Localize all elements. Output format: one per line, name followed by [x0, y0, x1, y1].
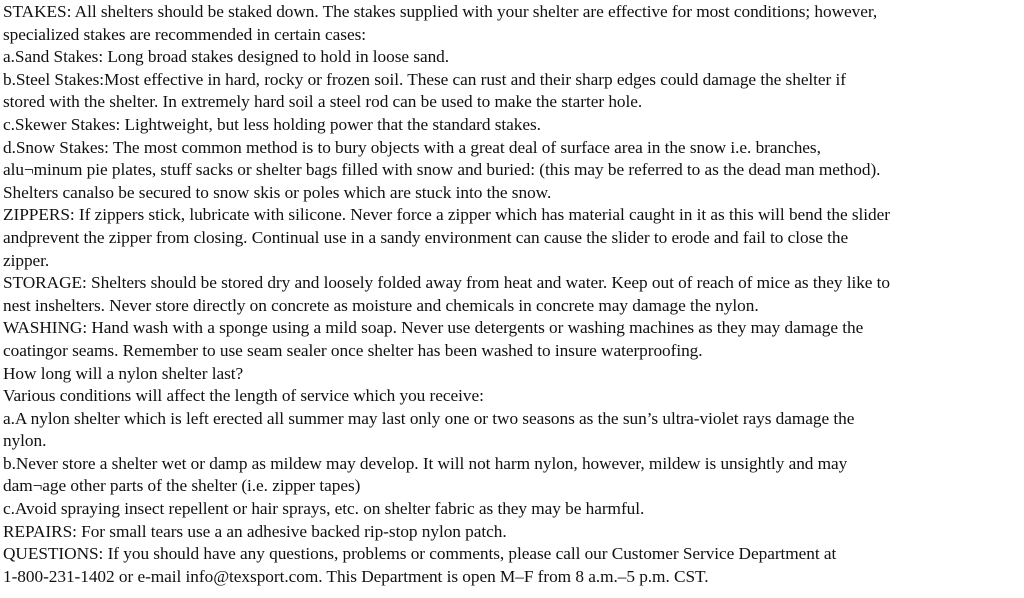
sand-stakes-line: a.Sand Stakes: Long broad stakes designed to hold in loose sand. — [3, 47, 450, 67]
condition-a-line-2: nylon. — [3, 431, 47, 451]
condition-c-line: c.Avoid spraying insect repellent or hair sprays, etc. on shelter fabric as they may be harmful. — [3, 499, 645, 519]
snow-stakes-line-2: alu¬minum pie plates, stuff sacks or shelter bags filled with snow and buried: (this may be referred to as the dead man method). — [3, 160, 881, 180]
storage-line-1: STORAGE: Shelters should be stored dry and loosely folded away from heat and water. Keep out of reach of mice as they like to — [3, 273, 891, 293]
washing-line-2: coatingor seams. Remember to use seam sealer once shelter has been washed to insure waterproofing. — [3, 340, 703, 360]
condition-b-line-1: b.Never store a shelter wet or damp as mildew may develop. It will not harm nylon, however, mildew is unsightly and may — [3, 453, 848, 473]
zippers-line-2: andprevent the zipper from closing. Continual use in a sandy environment can cause the slider to erode and fail to close the — [3, 227, 849, 247]
steel-stakes-line-1: b.Steel Stakes:Most effective in hard, rocky or frozen soil. These can rust and their sharp edges could damage the shelter if — [3, 69, 846, 89]
steel-stakes-line-2: stored with the shelter. In extremely hard soil a steel rod can be used to make the starter hole. — [3, 92, 643, 112]
questions-line-1: QUESTIONS: If you should have any questions, problems or comments, please call our Customer Service Department at — [3, 544, 837, 564]
conditions-intro-line: Various conditions will affect the length of service which you receive: — [3, 386, 484, 406]
skewer-stakes-line: c.Skewer Stakes: Lightweight, but less holding power that the standard stakes. — [3, 114, 541, 134]
storage-line-2: nest inshelters. Never store directly on concrete as moisture and chemicals in concrete may damage the nylon. — [3, 295, 759, 315]
stakes-line-1: STAKES: All shelters should be staked down. The stakes supplied with your shelter are effective for most conditions; however, — [3, 2, 878, 21]
zippers-line-3: zipper. — [3, 250, 50, 270]
lifespan-question-line: How long will a nylon shelter last? — [3, 363, 244, 383]
condition-b-line-2: dam¬age other parts of the shelter (i.e. zipper tapes) — [3, 476, 361, 496]
washing-line-1: WASHING: Hand wash with a sponge using a mild soap. Never use detergents or washing machines as they may damage the — [3, 318, 864, 338]
snow-stakes-line-1: d.Snow Stakes: The most common method is to bury objects with a great deal of surface area in the snow i.e. branches, — [3, 137, 821, 157]
snow-stakes-line-3: Shelters canalso be secured to snow skis or poles which are stuck into the snow. — [3, 182, 552, 202]
zippers-line-1: ZIPPERS: If zippers stick, lubricate with silicone. Never force a zipper which has material caught in it as this will bend the slider — [3, 205, 890, 225]
condition-a-line-1: a.A nylon shelter which is left erected all summer may last only one or two seasons as the sun’s ultra-violet rays damage the — [3, 408, 855, 428]
questions-line-2: 1-800-231-1402 or e-mail info@texsport.com. This Department is open M–F from 8 a.m.–5 p.m. CST. — [3, 566, 709, 586]
repairs-line: REPAIRS: For small tears use a an adhesive backed rip-stop nylon patch. — [3, 521, 507, 541]
stakes-line-2: specialized stakes are recommended in certain cases: — [3, 24, 367, 44]
